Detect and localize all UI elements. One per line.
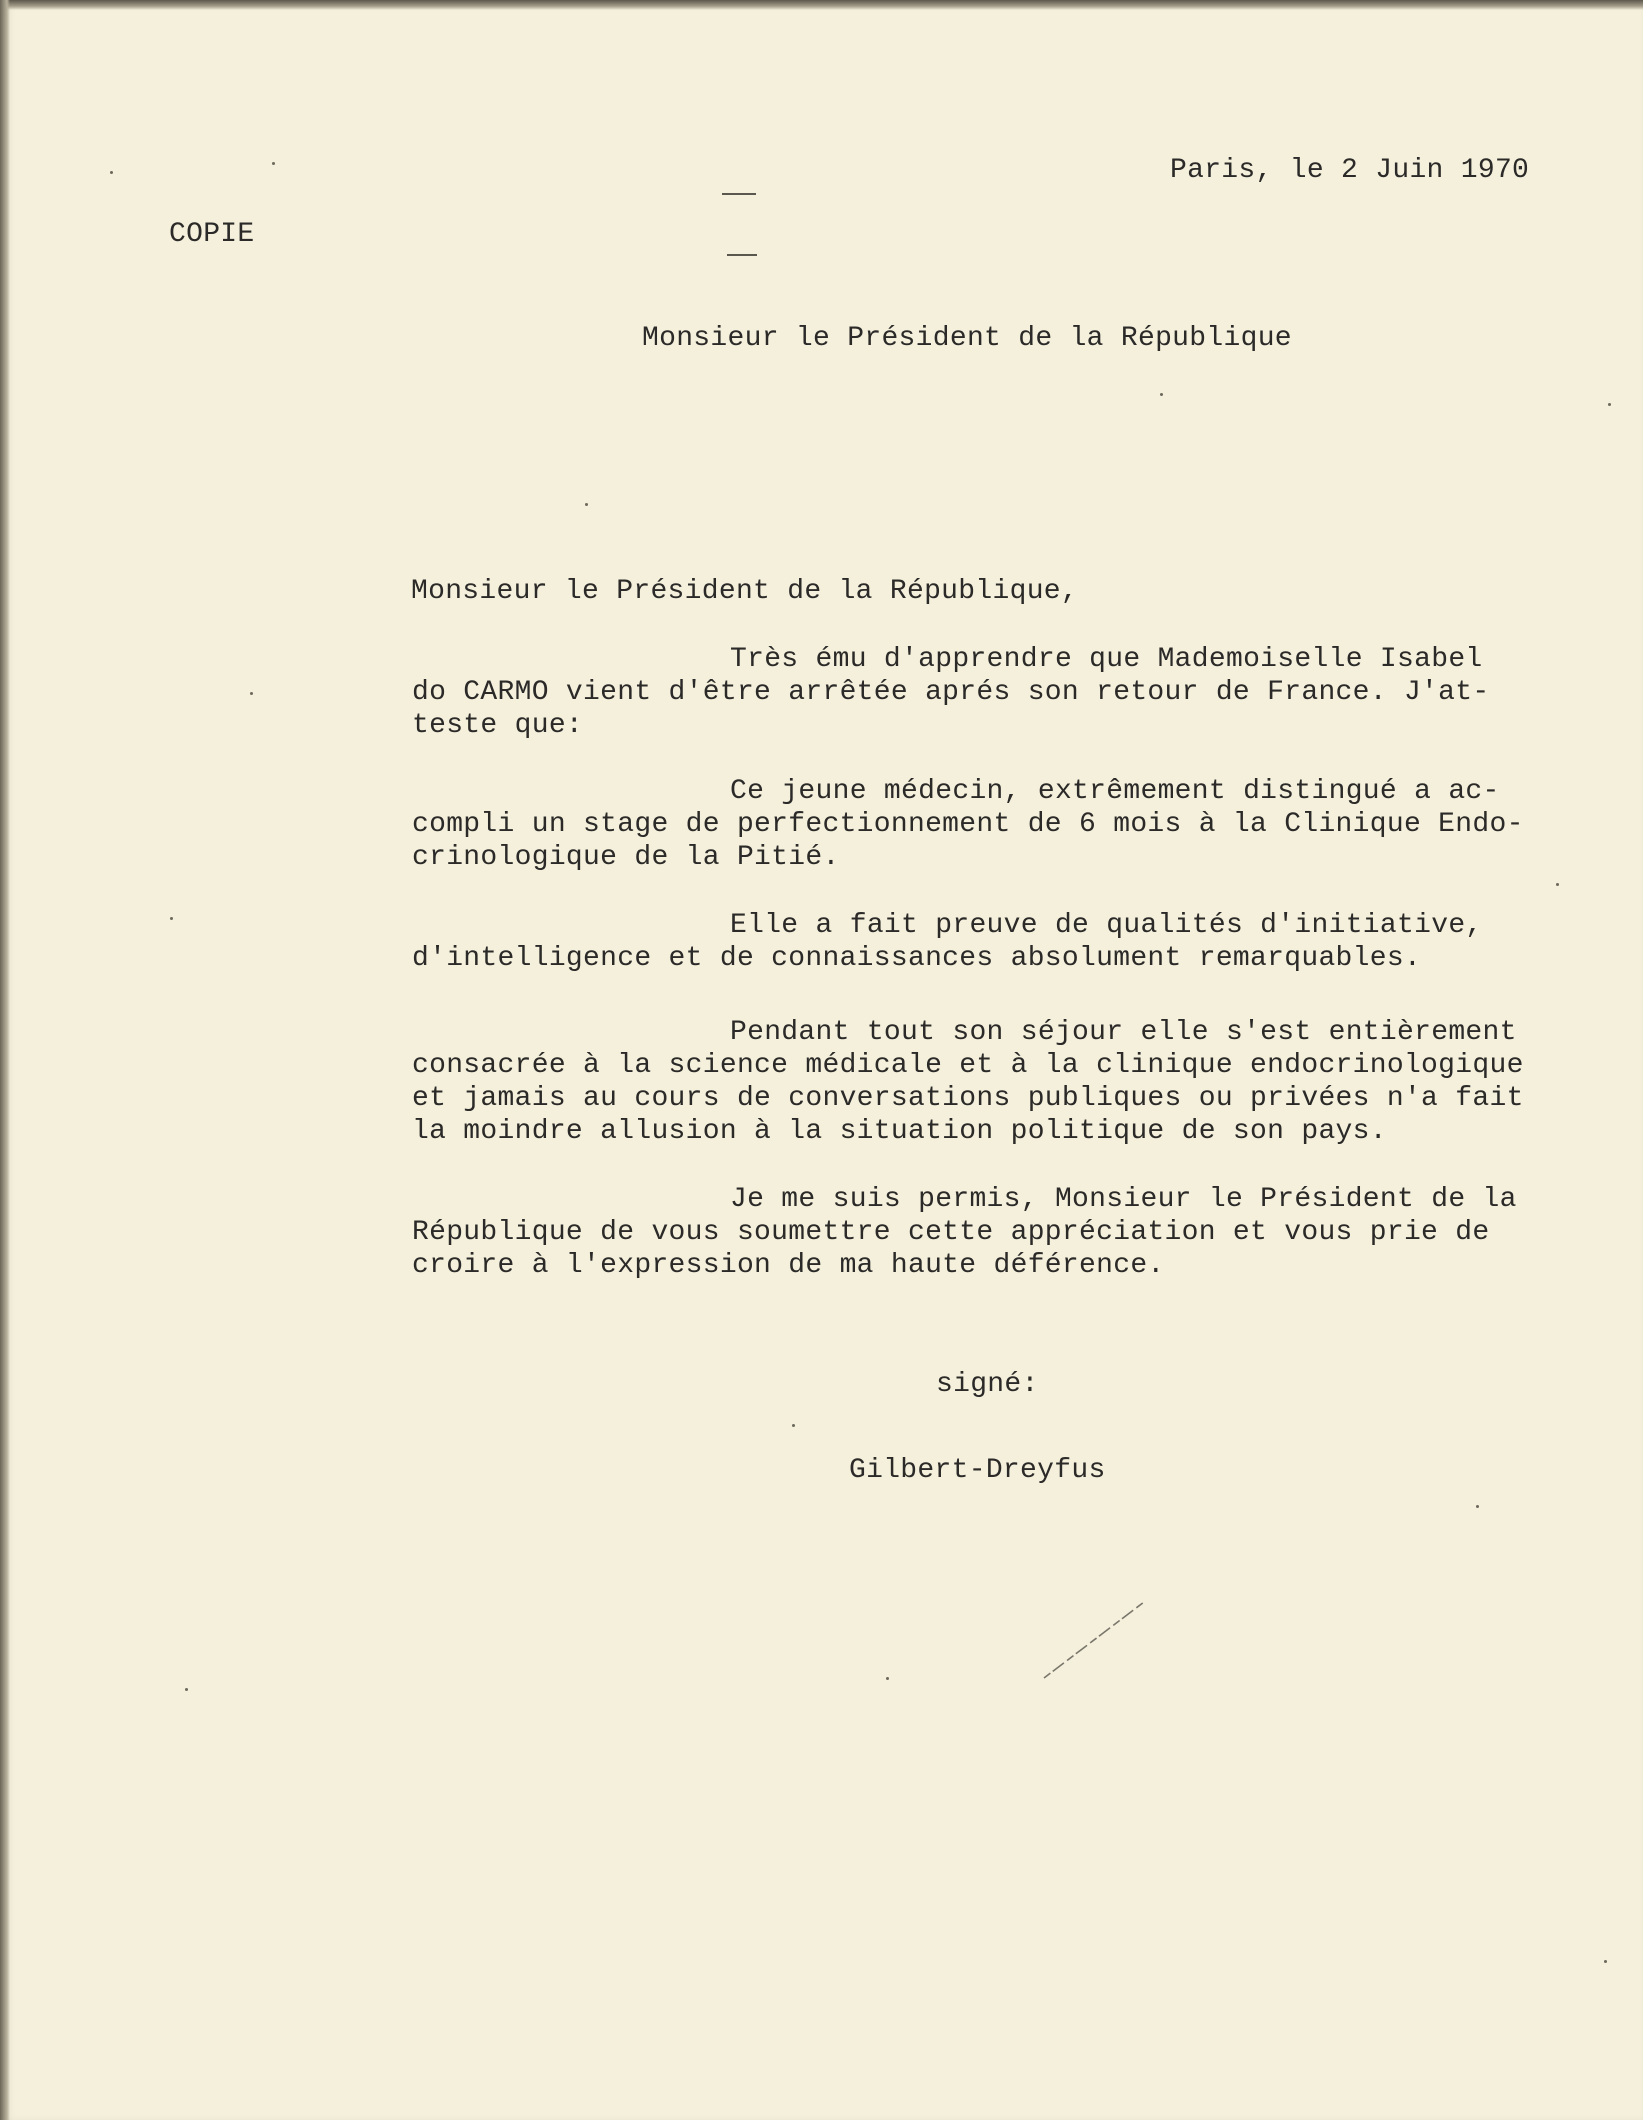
ink-stroke — [722, 193, 756, 195]
paper-speck — [585, 503, 588, 506]
paragraph-line: d'intelligence et de connaissances absolument remarquables. — [412, 943, 1422, 974]
pencil-stroke-mark — [1040, 1598, 1150, 1683]
copy-mark: COPIE — [169, 219, 255, 250]
paragraph-line: la moindre allusion à la situation politique de son pays. — [412, 1116, 1387, 1147]
page-left-edge — [0, 0, 10, 2120]
paper-speck — [1556, 883, 1559, 886]
paragraph-line: Pendant tout son séjour elle s'est entièrement — [730, 1017, 1517, 1048]
paragraph-line: crinologique de la Pitié. — [412, 842, 840, 873]
signed-label: signé: — [936, 1369, 1039, 1400]
addressee: Monsieur le Président de la République — [642, 323, 1292, 354]
paper-speck — [1608, 403, 1611, 406]
paper-speck — [886, 1677, 889, 1680]
paper-speck — [792, 1424, 795, 1427]
paragraph-line: croire à l'expression de ma haute déférence. — [412, 1250, 1165, 1281]
paragraph-line: République de vous soumettre cette appréciation et vous prie de — [412, 1217, 1490, 1248]
paragraph-line: consacrée à la science médicale et à la clinique endocrinologique — [412, 1050, 1524, 1081]
signatory-name: Gilbert-Dreyfus — [849, 1455, 1106, 1486]
paper-speck — [170, 917, 173, 920]
paper-speck — [1160, 393, 1163, 396]
paragraph-qualities — [412, 909, 1483, 975]
paper-speck — [110, 171, 113, 174]
paragraph-line: Très ému d'apprendre que Mademoiselle Isabel — [730, 644, 1483, 675]
paper-speck — [272, 162, 275, 165]
paragraph-line: Elle a fait preuve de qualités d'initiative, — [730, 910, 1483, 941]
page-top-edge — [0, 0, 1643, 10]
paragraph-line: Je me suis permis, Monsieur le Président de la — [730, 1184, 1517, 1215]
letter-date: Paris, le 2 Juin 1970 — [1170, 155, 1530, 186]
paragraph-line: Ce jeune médecin, extrêmement distingué a ac- — [730, 776, 1500, 807]
paper-speck — [1476, 1505, 1479, 1508]
paragraph-line: teste que: — [412, 710, 584, 741]
paragraph-line: et jamais au cours de conversations publiques ou privées n'a fait — [412, 1083, 1524, 1114]
paper-speck — [1604, 1960, 1607, 1963]
paper-speck — [250, 692, 253, 695]
paragraph-line: compli un stage de perfectionnement de 6 mois à la Clinique Endo- — [412, 809, 1524, 840]
salutation: Monsieur le Président de la République, — [411, 576, 1079, 607]
paragraph-line: do CARMO vient d'être arrêtée aprés son retour de France. J'at- — [412, 677, 1490, 708]
paragraph-internship — [412, 775, 1524, 874]
paragraph-conduct — [412, 1016, 1524, 1148]
paragraph-arrest-notice — [412, 643, 1489, 742]
paper-speck — [185, 1688, 188, 1691]
ink-stroke — [727, 254, 757, 256]
paragraph-closing — [412, 1183, 1517, 1282]
